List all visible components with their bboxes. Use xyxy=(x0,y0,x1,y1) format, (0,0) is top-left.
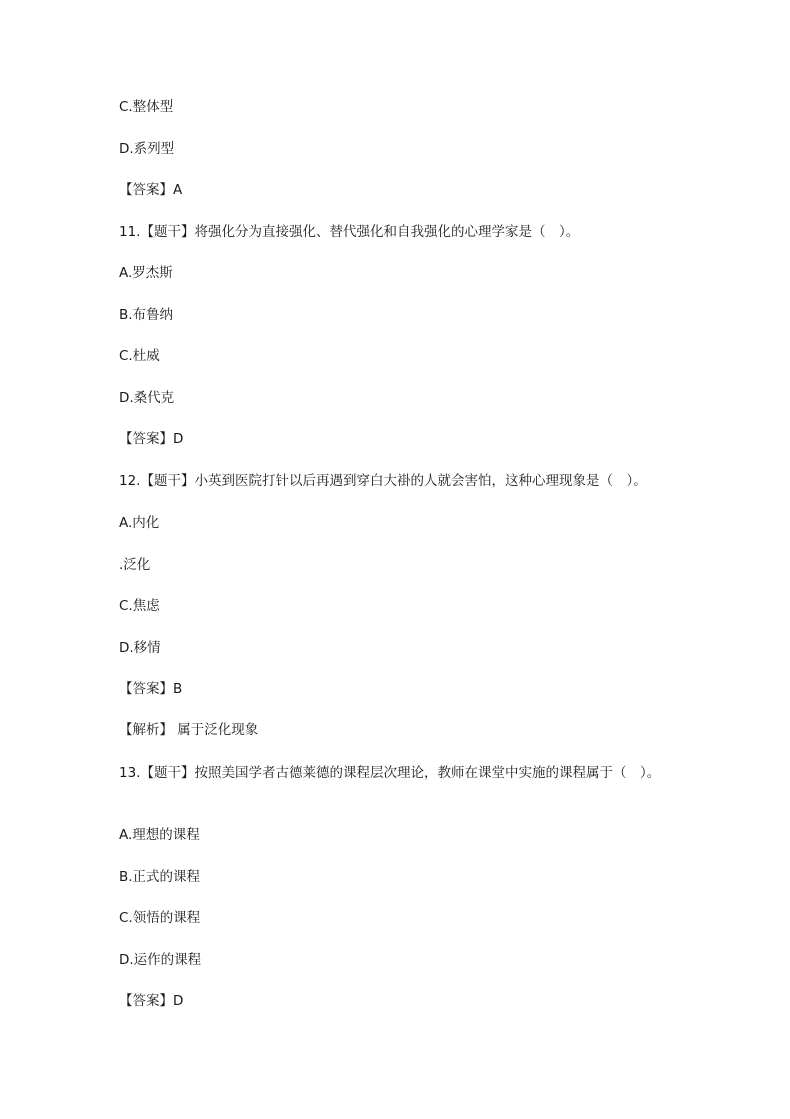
question-11-stem: 11.【题干】将强化分为直接强化、替代强化和自我强化的心理学家是（ ）。 xyxy=(119,224,580,240)
option-a-q11: A.罗杰斯 xyxy=(119,265,173,281)
option-b-q11: B.布鲁纳 xyxy=(119,307,174,323)
answer-q10: 【答案】A xyxy=(119,182,183,198)
option-a-q13: A.理想的课程 xyxy=(119,827,200,843)
question-13-stem: 13.【题干】按照美国学者古德莱德的课程层次理论，教师在课堂中实施的课程属于（ ）。 xyxy=(119,765,661,781)
analysis-q12: 【解析】 属于泛化现象 xyxy=(119,722,259,738)
question-12-stem: 12.【题干】小英到医院打针以后再遇到穿白大褂的人就会害怕，这种心理现象是（ ）。 xyxy=(119,473,647,489)
option-d-q10: D.系列型 xyxy=(119,141,175,157)
answer-q11: 【答案】D xyxy=(119,431,184,447)
option-d-q13: D.运作的课程 xyxy=(119,952,202,968)
answer-q12: 【答案】B xyxy=(119,681,183,697)
option-c-q10: C.整体型 xyxy=(119,99,174,115)
option-c-q11: C.杜威 xyxy=(119,348,160,364)
option-c-q13: C.领悟的课程 xyxy=(119,910,201,926)
option-d-q12: D.移情 xyxy=(119,640,161,656)
option-a-q12: A.内化 xyxy=(119,515,160,531)
option-b-q12: .泛化 xyxy=(119,557,151,573)
answer-q13: 【答案】D xyxy=(119,993,184,1009)
option-c-q12: C.焦虑 xyxy=(119,598,160,614)
option-d-q11: D.桑代克 xyxy=(119,390,175,406)
option-b-q13: B.正式的课程 xyxy=(119,869,201,885)
